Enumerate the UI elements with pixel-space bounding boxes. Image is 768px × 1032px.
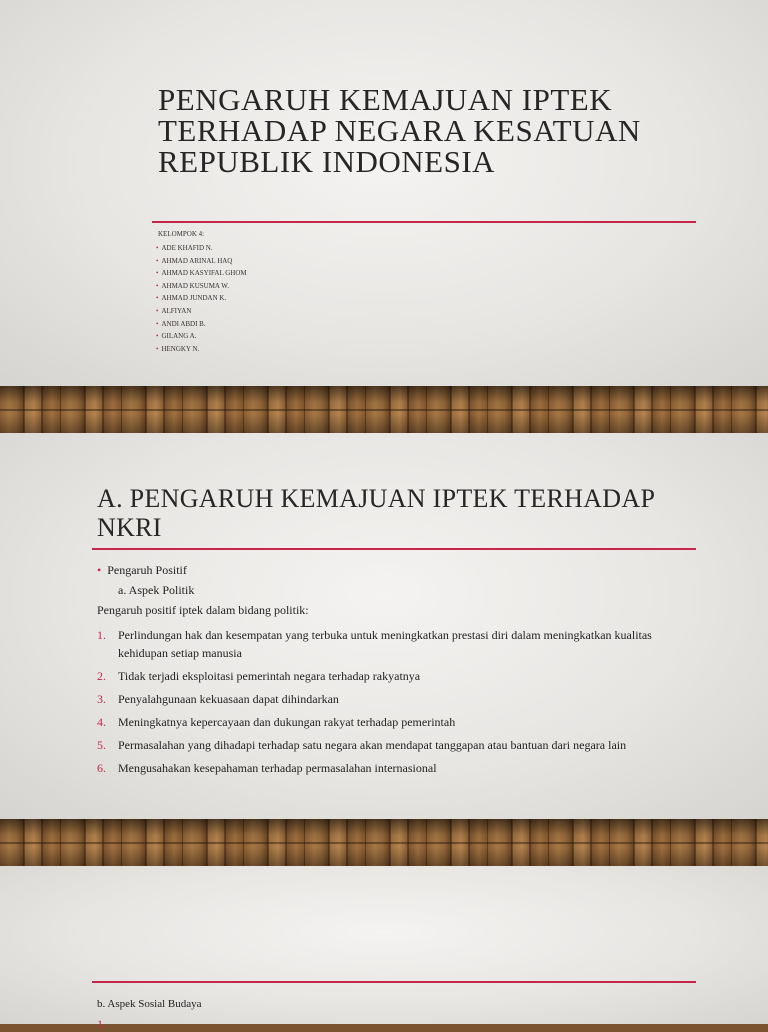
- member-item: • AHMAD KUSUMA W.: [156, 281, 229, 290]
- bullet-icon: •: [156, 281, 159, 290]
- bullet-icon: •: [156, 244, 159, 252]
- slide-2-title: A. PENGARUH KEMAJUAN IPTEK TERHADAP NKRI: [97, 484, 656, 542]
- sub-heading: a. Aspek Politik: [118, 583, 195, 597]
- bullet-icon: •: [156, 344, 159, 353]
- bullet-icon: •: [156, 319, 159, 328]
- bullet-icon: •: [156, 294, 159, 303]
- slide-1-divider: [152, 221, 696, 223]
- intro-text: Pengaruh positif iptek dalam bidang politik:: [97, 603, 309, 617]
- group-label: KELOMPOK 4:: [158, 230, 205, 238]
- member-item: • HENGKY N.: [156, 344, 200, 353]
- list-item: 2. Tidak terjadi eksploitasi pemerintah negara terhadap rakyatnya: [97, 669, 421, 683]
- list-item: 3. Penyalahgunaan kekuasaan dapat dihindarkan: [97, 692, 339, 706]
- bullet-item: • Pengaruh Positif: [97, 563, 187, 577]
- sub-heading: b. Aspek Sosial Budaya: [97, 998, 202, 1010]
- member-item: • AHMAD JUNDAN K.: [156, 294, 227, 303]
- member-item: • ANDI ABDI B.: [156, 319, 206, 328]
- slide-1: [0, 0, 768, 386]
- bullet-icon: •: [156, 256, 159, 265]
- list-item: 4. Meningkatnya kepercayaan dan dukungan rakyat terhadap pemerintah: [97, 715, 456, 729]
- wood-floor-decoration: [0, 819, 768, 866]
- slide-2-divider: [92, 548, 696, 550]
- slide-1-title: PENGARUH KEMAJUAN IPTEK TERHADAP NEGARA KESATUAN REPUBLIK INDONESIA: [158, 82, 641, 179]
- bullet-icon: •: [156, 332, 159, 341]
- numbered-list: [97, 626, 677, 782]
- member-item: • GILANG A.: [156, 332, 197, 341]
- list-item: 6. Mengusahakan kesepahaman terhadap permasalahan internasional: [97, 761, 437, 775]
- bullet-icon: •: [156, 306, 159, 315]
- list-item: 5. Permasalahan yang dihadapi terhadap satu negara akan mendapat tanggapan atau bantuan dari negara lain: [97, 738, 627, 752]
- bullet-icon: •: [156, 269, 159, 278]
- member-item: • ADE KHAFID N.: [156, 244, 213, 252]
- member-item: • AHMAD ARINAL HAQ: [156, 256, 233, 265]
- member-item: • AHMAD KASYIFAL GHOM: [156, 269, 247, 278]
- bullet-icon: •: [97, 563, 102, 577]
- member-item: • ALFIYAN: [156, 306, 192, 315]
- list-number: 1.: [97, 1017, 106, 1031]
- list-item: 1. Perlindungan hak dan kesempatan yang terbuka untuk meningkatkan prestasi diri dalam meningkatkan kualitas kehidupan setiap manusia: [97, 628, 652, 660]
- wood-floor-decoration: [0, 386, 768, 433]
- member-list: [156, 242, 247, 355]
- slide-3-divider: [92, 981, 696, 983]
